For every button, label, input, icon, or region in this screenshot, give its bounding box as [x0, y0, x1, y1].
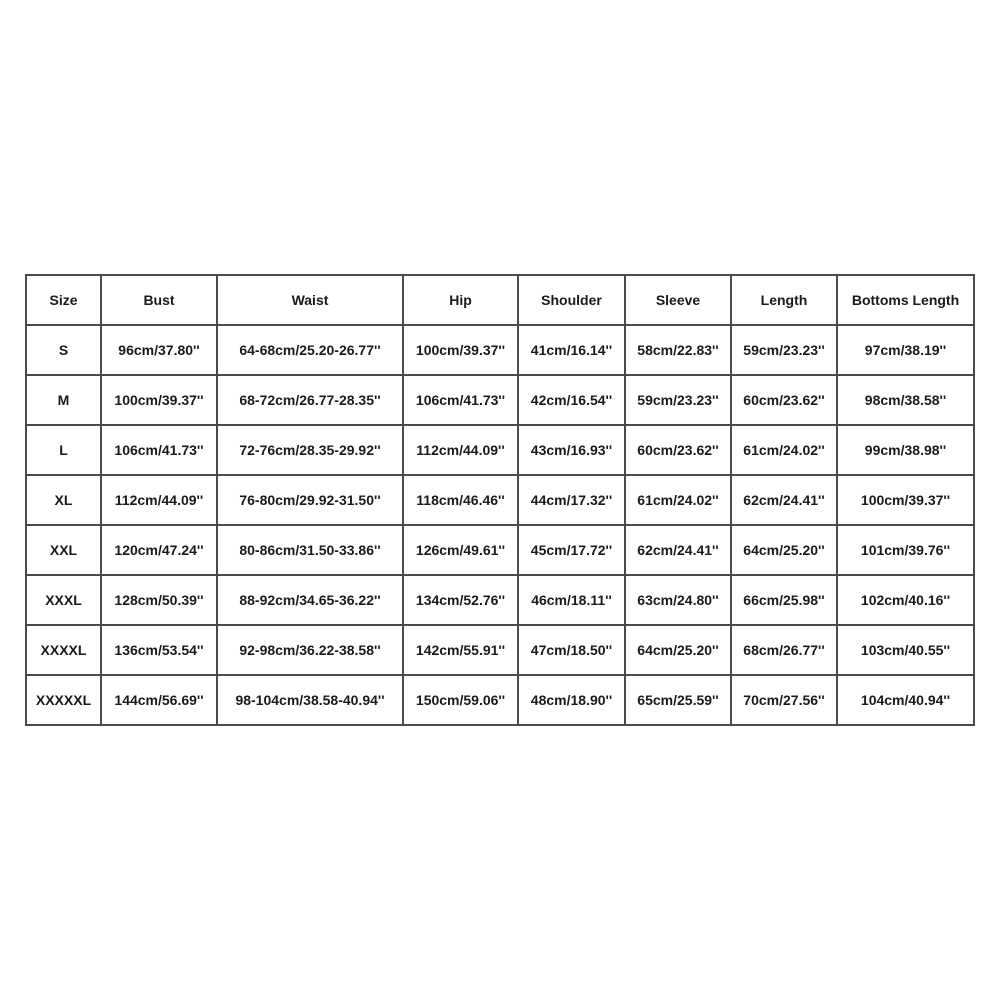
cell-hip: 112cm/44.09'' — [403, 425, 518, 475]
cell-hip: 142cm/55.91'' — [403, 625, 518, 675]
cell-bust: 120cm/47.24'' — [101, 525, 217, 575]
cell-shoulder: 41cm/16.14'' — [518, 325, 625, 375]
header-bottoms-length: Bottoms Length — [837, 275, 974, 325]
cell-shoulder: 42cm/16.54'' — [518, 375, 625, 425]
header-hip: Hip — [403, 275, 518, 325]
cell-sleeve: 60cm/23.62'' — [625, 425, 731, 475]
cell-hip: 134cm/52.76'' — [403, 575, 518, 625]
cell-bust: 128cm/50.39'' — [101, 575, 217, 625]
cell-shoulder: 46cm/18.11'' — [518, 575, 625, 625]
cell-bust: 112cm/44.09'' — [101, 475, 217, 525]
cell-waist: 72-76cm/28.35-29.92'' — [217, 425, 403, 475]
cell-length: 66cm/25.98'' — [731, 575, 837, 625]
table-row — [26, 375, 974, 425]
cell-bottoms-length: 103cm/40.55'' — [837, 625, 974, 675]
cell-sleeve: 61cm/24.02'' — [625, 475, 731, 525]
cell-sleeve: 64cm/25.20'' — [625, 625, 731, 675]
cell-shoulder: 44cm/17.32'' — [518, 475, 625, 525]
cell-size: L — [26, 425, 101, 475]
cell-size: XXL — [26, 525, 101, 575]
cell-bottoms-length: 99cm/38.98'' — [837, 425, 974, 475]
cell-waist: 76-80cm/29.92-31.50'' — [217, 475, 403, 525]
cell-size: XXXL — [26, 575, 101, 625]
cell-sleeve: 65cm/25.59'' — [625, 675, 731, 725]
cell-length: 62cm/24.41'' — [731, 475, 837, 525]
table-row — [26, 575, 974, 625]
cell-size: XXXXXL — [26, 675, 101, 725]
header-row — [26, 275, 974, 325]
cell-length: 61cm/24.02'' — [731, 425, 837, 475]
table-row — [26, 525, 974, 575]
cell-bust: 144cm/56.69'' — [101, 675, 217, 725]
cell-length: 64cm/25.20'' — [731, 525, 837, 575]
cell-sleeve: 63cm/24.80'' — [625, 575, 731, 625]
table-row — [26, 625, 974, 675]
cell-shoulder: 45cm/17.72'' — [518, 525, 625, 575]
table-header — [26, 275, 974, 325]
table-body — [26, 325, 974, 725]
cell-length: 70cm/27.56'' — [731, 675, 837, 725]
cell-waist: 92-98cm/36.22-38.58'' — [217, 625, 403, 675]
cell-size: XXXXL — [26, 625, 101, 675]
table-row — [26, 675, 974, 725]
cell-hip: 100cm/39.37'' — [403, 325, 518, 375]
cell-length: 68cm/26.77'' — [731, 625, 837, 675]
header-shoulder: Shoulder — [518, 275, 625, 325]
header-sleeve: Sleeve — [625, 275, 731, 325]
cell-bust: 96cm/37.80'' — [101, 325, 217, 375]
cell-length: 59cm/23.23'' — [731, 325, 837, 375]
cell-length: 60cm/23.62'' — [731, 375, 837, 425]
header-waist: Waist — [217, 275, 403, 325]
cell-waist: 64-68cm/25.20-26.77'' — [217, 325, 403, 375]
cell-shoulder: 43cm/16.93'' — [518, 425, 625, 475]
cell-bottoms-length: 101cm/39.76'' — [837, 525, 974, 575]
cell-sleeve: 62cm/24.41'' — [625, 525, 731, 575]
cell-shoulder: 48cm/18.90'' — [518, 675, 625, 725]
header-bust: Bust — [101, 275, 217, 325]
cell-hip: 150cm/59.06'' — [403, 675, 518, 725]
cell-waist: 68-72cm/26.77-28.35'' — [217, 375, 403, 425]
cell-shoulder: 47cm/18.50'' — [518, 625, 625, 675]
header-size: Size — [26, 275, 101, 325]
cell-sleeve: 58cm/22.83'' — [625, 325, 731, 375]
cell-bust: 136cm/53.54'' — [101, 625, 217, 675]
table-row — [26, 325, 974, 375]
cell-sleeve: 59cm/23.23'' — [625, 375, 731, 425]
cell-waist: 88-92cm/34.65-36.22'' — [217, 575, 403, 625]
cell-bottoms-length: 104cm/40.94'' — [837, 675, 974, 725]
table-row — [26, 475, 974, 525]
table-row — [26, 425, 974, 475]
cell-size: M — [26, 375, 101, 425]
cell-bottoms-length: 97cm/38.19'' — [837, 325, 974, 375]
cell-bust: 100cm/39.37'' — [101, 375, 217, 425]
cell-bottoms-length: 102cm/40.16'' — [837, 575, 974, 625]
cell-hip: 106cm/41.73'' — [403, 375, 518, 425]
cell-bottoms-length: 98cm/38.58'' — [837, 375, 974, 425]
cell-bust: 106cm/41.73'' — [101, 425, 217, 475]
cell-bottoms-length: 100cm/39.37'' — [837, 475, 974, 525]
cell-waist: 80-86cm/31.50-33.86'' — [217, 525, 403, 575]
size-chart-table — [25, 274, 975, 726]
cell-waist: 98-104cm/38.58-40.94'' — [217, 675, 403, 725]
cell-hip: 118cm/46.46'' — [403, 475, 518, 525]
cell-size: XL — [26, 475, 101, 525]
cell-hip: 126cm/49.61'' — [403, 525, 518, 575]
cell-size: S — [26, 325, 101, 375]
header-length: Length — [731, 275, 837, 325]
